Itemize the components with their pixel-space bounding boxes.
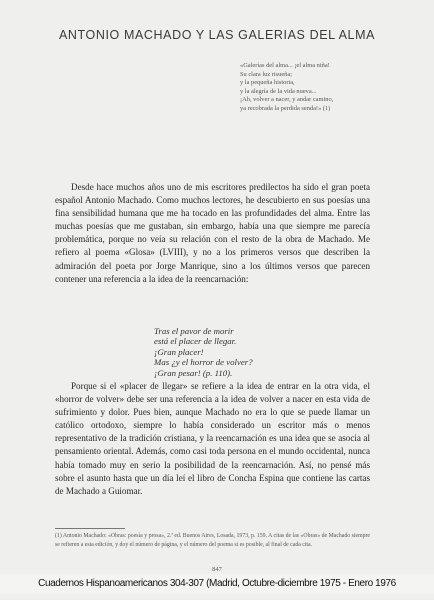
epigraph-line: «Galerías del alma... ¡el alma niña! <box>240 62 330 69</box>
article-title: ANTONIO MACHADO Y LAS GALERIAS DEL ALMA <box>58 28 376 42</box>
paragraph-text: Porque si el «placer de llegar» se refiere a la idea de entrar en la otra vida, el «horror de volver» debe ser una referencia a la idea de volver a nacer en esta vida de sufrimiento y dolor. Pues bien, aunque Machado no era lo que se puede llamar un católico ortodoxo, siempre lo había considerado un escritor más o menos representativo de la tradición cristiana, y la reencarnación es una idea que se asocia al pensamiento oriental. Además, como casi toda persona en el mundo occidental, nunca había tomado muy en serio la posibilidad de la reencarnación. Así, no pensé más sobre el asunto hasta que un día leí el libro de Concha Espina que contiene las cartas de Machado a Guiomar. <box>55 381 370 496</box>
epigraph-line: ya recobrada la perdida senda!» (1) <box>240 104 331 112</box>
source-citation: Cuadernos Hispanoamericanos 304-307 (Madrid, Octubre-diciembre 1975 - Enero 1976 <box>0 574 434 594</box>
verse-line: Tras el pavor de morir <box>154 326 234 336</box>
epigraph-line: y la pequeña historia, <box>240 79 295 87</box>
paragraph-text: Desde hace muchos años uno de mis escritores predilectos ha sido el gran poeta español Antonio Machado. Como muchos lectores, he descubierto en sus poesías una fina sensibilidad humana que me ha tocado en las profundidades del alma. Entre las muchas poesías que me gustaban, sin embargo, había una que siempre me parecía problemática, porque no veía su relación con el resto de la obra de Machado. Me refiero al poema «Glosa» (LVIII), y no a los primeros versos que describen la admiración del poeta por Jorge Manrique, sino a los últimos versos que parecen contener una referencia a la idea de la reencarnación: <box>55 182 370 284</box>
epigraph <box>240 62 430 114</box>
epigraph-line: ¡Ah, volver a nacer, y andar camino, <box>240 96 334 104</box>
verse-line: Mas ¿y el horror de volver? <box>154 357 253 368</box>
verse-line: ¡Gran pesar! (p. 110). <box>154 367 233 378</box>
epigraph-line: Su clara luz risueña; <box>240 70 292 78</box>
body-paragraph-1 <box>55 181 370 286</box>
page-number: 847 <box>212 566 222 573</box>
footnote: (1) Antonio Machado: «Obras: poesía y prosa», 2.ª ed. Buenos Aires, Losada, 1973, p. 159. A citas de las «Obras» de Machado siempre se refieren a esta edición, y doy el número de página, y el número del poema si es posible, al final de cada cita. <box>55 533 370 548</box>
epigraph-line: y la alegría de la vida nueva... <box>240 87 317 95</box>
footnote-divider <box>55 528 125 529</box>
verse-line: ¡Gran placer! <box>154 346 204 357</box>
verse-line: está el placer de llegar. <box>154 336 237 347</box>
body-paragraph-2 <box>55 380 370 498</box>
quoted-verse <box>154 326 364 378</box>
